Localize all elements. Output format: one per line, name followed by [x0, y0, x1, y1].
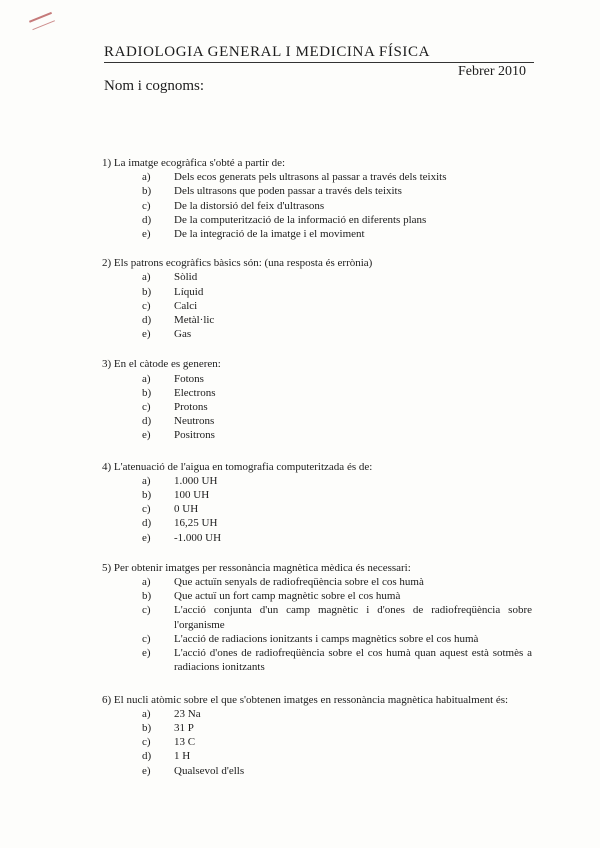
title-underline	[104, 62, 534, 63]
option-letter: b)	[142, 721, 152, 734]
option-letter: e)	[142, 328, 151, 341]
name-field-label: Nom i cognoms:	[104, 78, 204, 94]
option-2e	[102, 327, 532, 341]
option-text: Dels ecos generats pels ultrasons al passar a través dels teixits	[174, 171, 447, 184]
option-text: Que actuïn senyals de radiofreqüència sobre el cos humà	[174, 576, 424, 589]
option-letter: c)	[142, 503, 151, 516]
option-letter: b)	[142, 285, 152, 298]
option-4e	[102, 531, 532, 545]
option-6a	[102, 707, 532, 721]
option-1b	[102, 184, 532, 198]
option-letter: d)	[142, 314, 152, 327]
option-5e	[102, 646, 532, 674]
option-letter: a)	[142, 707, 151, 720]
option-text: L'acció conjunta d'un camp magnètic i d'ones de radiofreqüència sobre l'organisme	[174, 604, 532, 631]
option-6b	[102, 721, 532, 735]
option-letter: a)	[142, 576, 151, 589]
question-5	[102, 561, 532, 675]
option-text: 16,25 UH	[174, 517, 218, 530]
option-letter: e)	[142, 228, 151, 241]
option-text: Positrons	[174, 429, 215, 442]
question-6	[102, 693, 532, 778]
option-letter: c)	[142, 632, 151, 645]
option-4c	[102, 502, 532, 516]
option-2c	[102, 299, 532, 313]
option-text: Electrons	[174, 386, 216, 399]
option-letter: b)	[142, 185, 152, 198]
option-text: 1.000 UH	[174, 474, 218, 487]
option-4d	[102, 516, 532, 530]
question-3	[102, 357, 532, 442]
option-text: Sòlid	[174, 271, 198, 284]
question-text: 2) Els patrons ecogràfics bàsics són: (una resposta és errònia)	[102, 257, 373, 270]
option-2b	[102, 285, 532, 299]
option-text: Dels ultrasons que poden passar a través dels teixits	[174, 185, 402, 198]
option-letter: c)	[142, 401, 151, 414]
option-text: Neutrons	[174, 415, 215, 428]
option-6c	[102, 735, 532, 749]
option-5c	[102, 603, 532, 631]
option-text: Fotons	[174, 372, 204, 385]
option-2a	[102, 270, 532, 284]
option-3b	[102, 386, 532, 400]
option-letter: e)	[142, 764, 151, 777]
option-4b	[102, 488, 532, 502]
option-letter: d)	[142, 750, 152, 763]
option-6d	[102, 749, 532, 763]
option-letter: b)	[142, 386, 152, 399]
option-4a	[102, 474, 532, 488]
option-text: Que actuï un fort camp magnètic sobre el cos humà	[174, 590, 401, 603]
option-3e	[102, 428, 532, 442]
option-text: -1.000 UH	[174, 531, 222, 544]
option-text: 13 C	[174, 736, 196, 749]
option-6e	[102, 764, 532, 778]
option-3a	[102, 372, 532, 386]
option-text: 0 UH	[174, 503, 199, 516]
option-2d	[102, 313, 532, 327]
option-letter: b)	[142, 489, 152, 502]
option-letter: c)	[142, 604, 151, 617]
option-text: Gas	[174, 328, 192, 341]
option-text: Protons	[174, 401, 208, 414]
option-letter: d)	[142, 213, 152, 226]
option-letter: c)	[142, 199, 151, 212]
option-3c	[102, 400, 532, 414]
exam-date: Febrer 2010	[458, 64, 527, 79]
question-text: 6) El nucli atòmic sobre el que s'obtenen imatges en ressonància magnètica habitualment és:	[102, 693, 509, 706]
option-text: De la integració de la imatge i el moviment	[174, 228, 365, 241]
option-letter: a)	[142, 474, 151, 487]
question-text: 3) En el càtode es generen:	[102, 358, 221, 371]
option-1d	[102, 213, 532, 227]
question-1	[102, 156, 532, 241]
option-text: 100 UH	[174, 489, 210, 502]
option-5a	[102, 575, 532, 589]
question-text: 5) Per obtenir imatges per ressonància magnètica mèdica és necessari:	[102, 561, 411, 574]
option-letter: b)	[142, 590, 152, 603]
exam-title: RADIOLOGIA GENERAL I MEDICINA FÍSICA	[104, 44, 431, 60]
option-letter: d)	[142, 517, 152, 530]
option-text: De la computerització de la informació en diferents plans	[174, 213, 427, 226]
question-2	[102, 256, 532, 341]
option-letter: e)	[142, 429, 151, 442]
option-text: 1 H	[174, 750, 191, 763]
question-text: 4) L'atenuació de l'aigua en tomografia computeritzada és de:	[102, 460, 373, 473]
option-letter: c)	[142, 736, 151, 749]
option-1e	[102, 227, 532, 241]
option-letter: a)	[142, 372, 151, 385]
option-text: Líquid	[174, 285, 204, 298]
option-1a	[102, 170, 532, 184]
option-text: 31 P	[174, 721, 194, 734]
option-1c	[102, 199, 532, 213]
option-letter: c)	[142, 299, 151, 312]
option-text: Metàl·lic	[174, 314, 215, 327]
option-3d	[102, 414, 532, 428]
option-letter: d)	[142, 415, 152, 428]
option-letter: a)	[142, 171, 151, 184]
option-text: De la distorsió del feix d'ultrasons	[174, 199, 325, 212]
option-text: Qualsevol d'ells	[174, 764, 245, 777]
option-text: L'acció d'ones de radiofreqüència sobre el cos humà quan aquest està sotmès a radiacions ionitzants	[174, 647, 532, 674]
option-5d	[102, 632, 532, 646]
option-text: Calci	[174, 299, 198, 312]
option-text: 23 Na	[174, 707, 201, 720]
corner-ink-mark	[29, 12, 55, 30]
question-text: 1) La imatge ecogràfica s'obté a partir de:	[102, 157, 286, 169]
question-4	[102, 460, 532, 545]
option-text: L'acció de radiacions ionitzants i camps magnètics sobre el cos humà	[174, 632, 479, 645]
option-letter: e)	[142, 531, 151, 544]
option-letter: a)	[142, 271, 151, 284]
question-list	[102, 156, 532, 778]
option-letter: e)	[142, 647, 151, 660]
option-5b	[102, 589, 532, 603]
